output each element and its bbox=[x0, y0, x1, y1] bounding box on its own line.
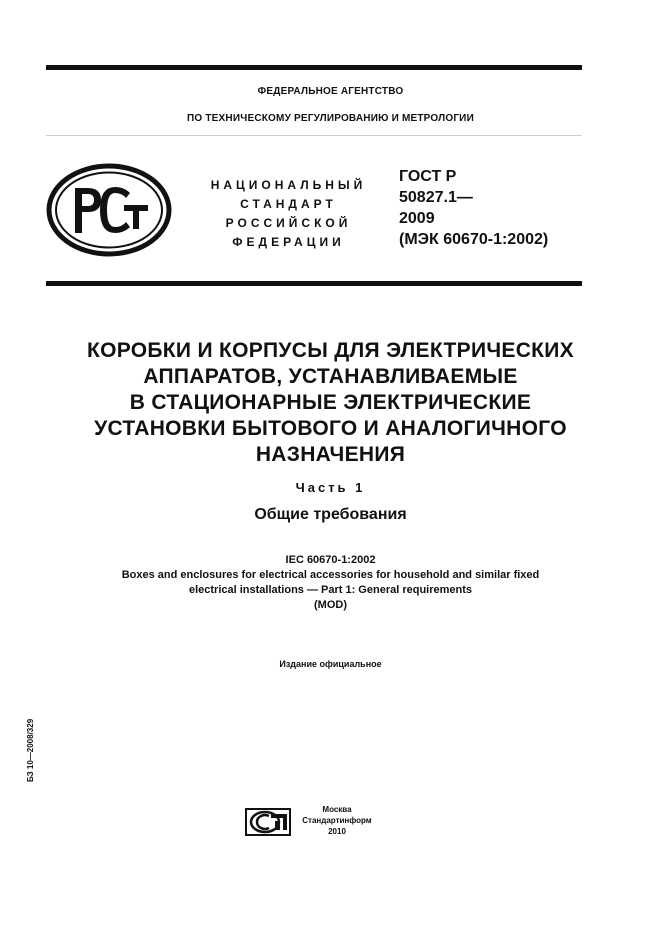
publisher-info bbox=[297, 804, 377, 837]
agency-name-line-2: ПО ТЕХНИЧЕСКОМУ РЕГУЛИРОВАНИЮ И МЕТРОЛОГИИ bbox=[187, 113, 474, 124]
publisher-name: Стандартинформ bbox=[302, 816, 372, 825]
standard-number-year: 2009 bbox=[399, 210, 435, 227]
national-standard-line: НАЦИОНАЛЬНЫЙ bbox=[210, 178, 367, 192]
iec-code: IEC 60670-1:2002 bbox=[285, 554, 376, 566]
standard-number-prefix: ГОСТ Р bbox=[399, 168, 457, 185]
title-line: АППАРАТОВ, УСТАНАВЛИВАЕМЫЕ bbox=[143, 365, 518, 388]
title-line: В СТАЦИОНАРНЫЕ ЭЛЕКТРИЧЕСКИЕ bbox=[129, 391, 532, 414]
iec-title-line: Boxes and enclosures for electrical accessories for household and similar fixed bbox=[121, 569, 540, 581]
publisher-year: 2010 bbox=[328, 827, 346, 836]
iec-title-line: electrical installations — Part 1: General requirements bbox=[188, 584, 473, 596]
title-line: УСТАНОВКИ БЫТОВОГО И АНАЛОГИЧНОГО bbox=[94, 417, 567, 440]
gost-r-logo-icon bbox=[46, 163, 172, 257]
header-thin-divider bbox=[46, 135, 582, 136]
title-line: КОРОБКИ И КОРПУСЫ ДЛЯ ЭЛЕКТРИЧЕСКИХ bbox=[87, 339, 574, 362]
top-divider bbox=[46, 65, 582, 70]
national-standard-line: РОССИЙСКОЙ bbox=[225, 216, 352, 230]
middle-divider bbox=[46, 281, 582, 286]
national-standard-line: ФЕДЕРАЦИИ bbox=[232, 235, 345, 249]
publisher-city: Москва bbox=[322, 805, 352, 814]
edition-label: Издание официальное bbox=[279, 659, 382, 669]
national-standard-line: СТАНДАРТ bbox=[240, 197, 337, 211]
part-label: Часть 1 bbox=[295, 480, 366, 495]
national-standard-label bbox=[196, 176, 381, 252]
part-subtitle: Общие требования bbox=[254, 506, 407, 523]
standartinform-logo-icon bbox=[245, 808, 291, 836]
side-code: БЗ 10—2008/329 bbox=[26, 718, 35, 782]
title-line: НАЗНАЧЕНИЯ bbox=[255, 443, 406, 466]
document-title bbox=[0, 338, 661, 468]
iec-modification: (MOD) bbox=[314, 599, 347, 611]
agency-name-line-1: ФЕДЕРАЛЬНОЕ АГЕНТСТВО bbox=[257, 86, 404, 97]
standard-number-iec-equivalent: (МЭК 60670-1:2002) bbox=[399, 231, 549, 248]
standard-number-main: 50827.1— bbox=[399, 189, 473, 206]
iec-reference bbox=[0, 553, 661, 613]
standard-number bbox=[399, 166, 548, 250]
